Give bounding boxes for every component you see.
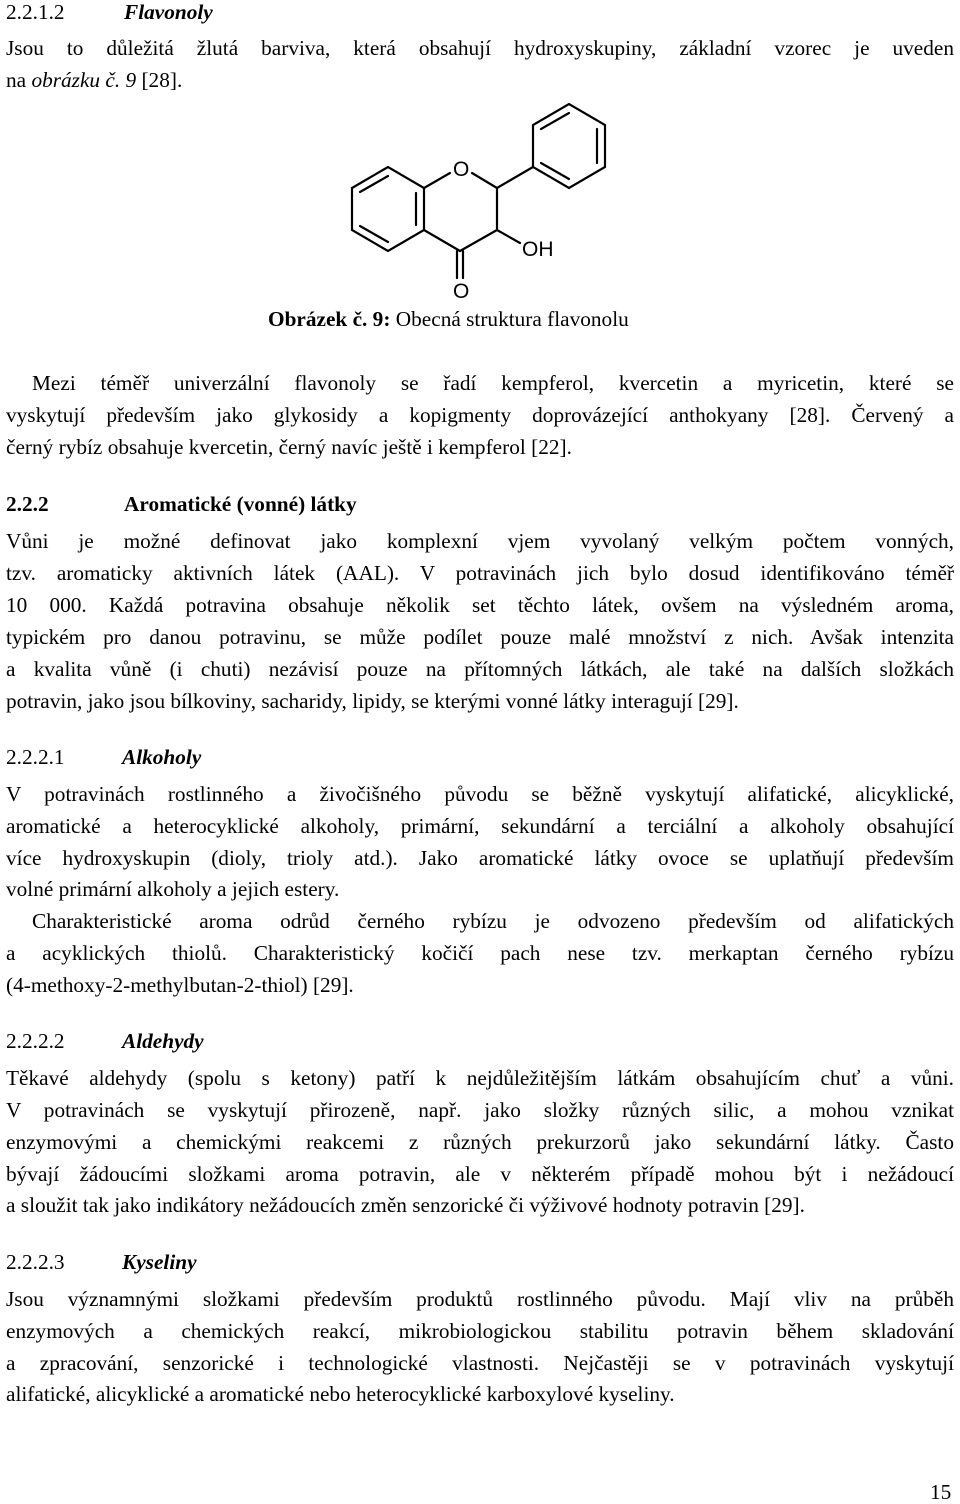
caption-label: Obrázek č. 9: bbox=[268, 307, 391, 331]
heading-title: Alkoholy bbox=[122, 745, 202, 769]
heading-aromaticke-latky bbox=[6, 492, 357, 516]
paragraph-line: enzymových a chemických reakcí, mikrobiologickou stabilitu potravin během skladování bbox=[6, 1319, 954, 1343]
paragraph-line: volné primární alkoholy a jejich estery. bbox=[6, 877, 340, 901]
heading-title: Aldehydy bbox=[122, 1029, 204, 1053]
paragraph-line: (4-methoxy-2-methylbutan-2-thiol) [29]. bbox=[6, 973, 354, 997]
text-run: [28]. bbox=[136, 68, 183, 92]
paragraph-line: Charakteristické aroma odrůd černého rybízu je odvozeno především od alifatických bbox=[32, 909, 954, 933]
paragraph-line: Mezi téměř univerzální flavonoly se řadí kempferol, kvercetin a myricetin, které se bbox=[32, 371, 954, 395]
paragraph-line: enzymovými a chemickými reakcemi z různých prekurzorů jako sekundární látky. Často bbox=[6, 1130, 954, 1154]
paragraph-line bbox=[6, 68, 182, 92]
paragraph-line: V potravinách se vyskytují přirozeně, např. jako složky různých silic, a mohou vznikat bbox=[6, 1098, 954, 1122]
atom-label-o-keto: O bbox=[453, 280, 470, 303]
flavonol-structure bbox=[340, 98, 610, 308]
heading-number: 2.2.2.2 bbox=[6, 1029, 65, 1053]
paragraph-line: typickém pro danou potravinu, se může podílet pouze malé množství z nich. Avšak intenzita bbox=[6, 625, 954, 649]
heading-number: 2.2.2.3 bbox=[6, 1250, 65, 1274]
paragraph-line: V potravinách rostlinného a živočišného původu se běžně vyskytují alifatické, alicyklické, bbox=[6, 782, 954, 806]
heading-number: 2.2.1.2 bbox=[6, 0, 65, 24]
paragraph-line: Těkavé aldehydy (spolu s ketony) patří k nejdůležitějším látkám obsahujícím chuť a vůni. bbox=[6, 1066, 954, 1090]
paragraph-line: více hydroxyskupin (dioly, trioly atd.). Jako aromatické látky ovoce se uplatňují především bbox=[6, 846, 954, 870]
heading-alkoholy bbox=[6, 745, 201, 769]
heading-title: Kyseliny bbox=[122, 1250, 197, 1274]
heading-aldehydy bbox=[6, 1029, 204, 1053]
heading-number: 2.2.2 bbox=[6, 492, 49, 516]
heading-title: Aromatické (vonné) látky bbox=[124, 492, 357, 516]
paragraph-line: potravin, jako jsou bílkoviny, sacharidy, lipidy, se kterými vonné látky interagují [29]. bbox=[6, 689, 739, 713]
paragraph-line: vyskytují především jako glykosidy a kopigmenty doprovázející anthokyany [28]. Červený a bbox=[6, 403, 954, 427]
paragraph-line: bývají žádoucími složkami aroma potravin, ale v některém případě mohou být i nežádoucí bbox=[6, 1162, 954, 1186]
paragraph-line: Jsou to důležitá žlutá barviva, která obsahují hydroxyskupiny, základní vzorec je uveden bbox=[6, 36, 954, 60]
text-run: na bbox=[6, 68, 32, 92]
paragraph-line: a kvalita vůně (i chuti) nezávisí pouze na přítomných látkách, ale také na dalších složkách bbox=[6, 657, 954, 681]
atom-label-oh: OH bbox=[522, 238, 554, 261]
paragraph-line: a zpracování, senzorické i technologické vlastnosti. Nejčastěji se v potravinách vyskytují bbox=[6, 1351, 954, 1375]
paragraph-line: Jsou významnými složkami především produktů rostlinného původu. Mají vliv na průběh bbox=[6, 1287, 954, 1311]
paragraph-line: Vůni je možné definovat jako komplexní vjem vyvolaný velkým počtem vonných, bbox=[6, 529, 954, 553]
paragraph-line: alifatické, alicyklické a aromatické nebo heterocyklické karboxylové kyseliny. bbox=[6, 1382, 675, 1406]
heading-number: 2.2.2.1 bbox=[6, 745, 65, 769]
paragraph-line: a acyklických thiolů. Charakteristický kočičí pach nese tzv. merkaptan černého rybízu bbox=[6, 941, 954, 965]
paragraph-line: černý rybíz obsahuje kvercetin, černý navíc ještě i kempferol [22]. bbox=[6, 435, 572, 459]
paragraph-line: a sloužit tak jako indikátory nežádoucích změn senzorické či výživové hodnoty potravin [29]. bbox=[6, 1193, 805, 1217]
atom-label-o-ring: O bbox=[453, 158, 470, 181]
paragraph-line: tzv. aromaticky aktivních látek (AAL). V potravinách jich bylo dosud identifikováno téměř bbox=[6, 561, 954, 585]
page-number: 15 bbox=[930, 1480, 952, 1504]
figure-caption bbox=[268, 307, 629, 331]
heading-title: Flavonoly bbox=[124, 0, 213, 24]
paragraph-line: aromatické a heterocyklické alkoholy, primární, sekundární a terciální a alkoholy obsahující bbox=[6, 814, 954, 838]
heading-kyseliny bbox=[6, 1250, 197, 1274]
figure-reference: obrázku č. 9 bbox=[31, 68, 137, 92]
caption-text: Obecná struktura flavonolu bbox=[390, 307, 629, 331]
heading-flavonoly bbox=[6, 0, 213, 24]
paragraph-line: 10 000. Každá potravina obsahuje několik set těchto látek, ovšem na výsledném aroma, bbox=[6, 593, 954, 617]
